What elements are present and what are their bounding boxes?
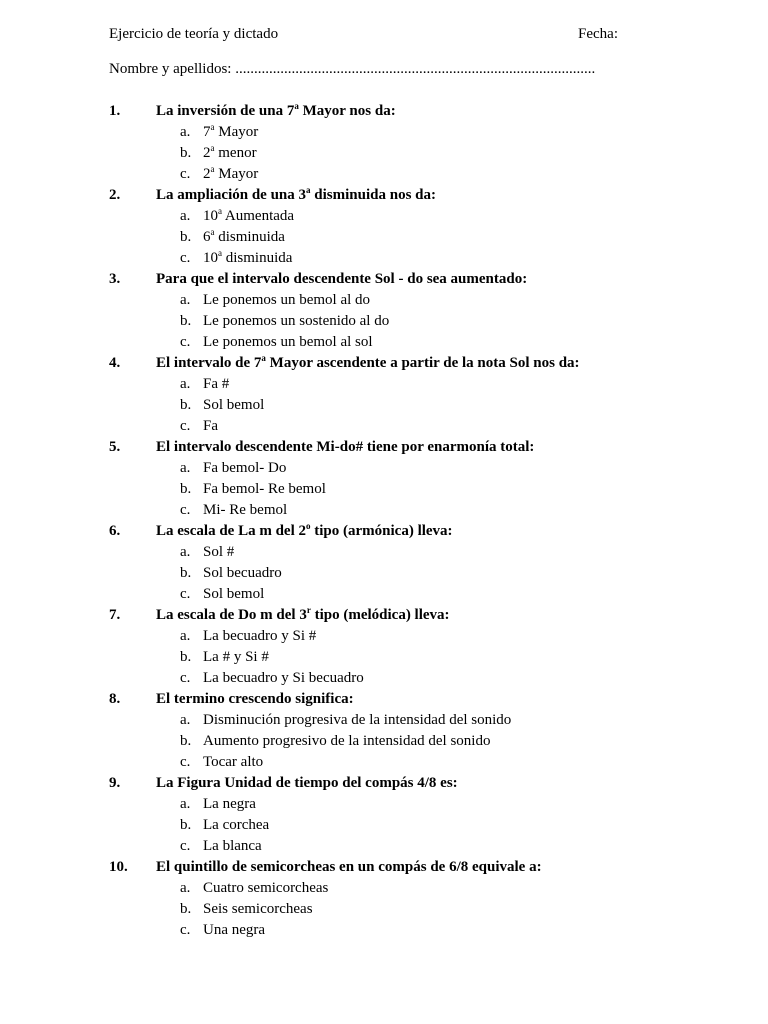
question-text-rest: tipo (melódica) lleva: [310, 607, 450, 623]
option-text [203, 836, 262, 857]
question-item [0, 521, 768, 605]
question-text [156, 773, 458, 794]
option-text [203, 752, 263, 773]
option-text [203, 626, 316, 647]
option-text-main: Seis semicorcheas [203, 901, 313, 917]
option-text [203, 878, 328, 899]
option-text-rest: menor [214, 145, 257, 161]
answer-option [0, 374, 768, 395]
option-text-main: Le ponemos un bemol al sol [203, 334, 373, 350]
answer-option [0, 311, 768, 332]
option-letter: c. [180, 502, 191, 518]
answer-option [0, 794, 768, 815]
option-letter: b. [180, 901, 192, 917]
answer-option [0, 143, 768, 164]
option-letter: c. [180, 250, 191, 266]
question-text-rest: Mayor nos da: [298, 103, 396, 119]
ordinal-superscript: a [210, 143, 215, 153]
question-heading [0, 773, 768, 794]
answer-option [0, 542, 768, 563]
question-number: 1. [109, 103, 121, 119]
option-text [203, 500, 287, 521]
option-letter: b. [180, 481, 192, 497]
question-text [156, 269, 527, 290]
question-heading [0, 437, 768, 458]
option-text-main: Cuatro semicorcheas [203, 880, 329, 896]
question-text [156, 605, 450, 626]
option-letter: c. [180, 754, 191, 770]
question-text-main: El intervalo de 7 [156, 355, 262, 371]
option-text [203, 563, 282, 584]
option-text [203, 647, 269, 668]
question-number: 6. [109, 523, 121, 539]
option-text [203, 416, 218, 437]
option-text [203, 920, 265, 941]
option-letter: c. [180, 922, 191, 938]
answer-option [0, 164, 768, 185]
answer-option [0, 122, 768, 143]
option-letter: c. [180, 334, 191, 350]
answer-option [0, 563, 768, 584]
answer-option [0, 416, 768, 437]
question-text-main: La ampliación de una 3 [156, 187, 307, 203]
question-text-rest: tipo (armónica) lleva: [310, 523, 453, 539]
question-item [0, 437, 768, 521]
option-text [203, 143, 257, 164]
answer-option [0, 458, 768, 479]
option-text [203, 290, 370, 311]
answer-option [0, 479, 768, 500]
option-letter: a. [180, 796, 191, 812]
ordinal-superscript: a [306, 185, 311, 195]
answer-option [0, 731, 768, 752]
option-text-main: 7 [203, 124, 211, 140]
question-item [0, 269, 768, 353]
option-text [203, 164, 258, 185]
question-heading [0, 101, 768, 122]
answer-option [0, 500, 768, 521]
option-text [203, 710, 511, 731]
answer-option [0, 710, 768, 731]
answer-option [0, 878, 768, 899]
option-text-main: Le ponemos un bemol al do [203, 292, 371, 308]
option-text-main: 2 [203, 166, 211, 182]
option-letter: c. [180, 166, 191, 182]
ordinal-superscript: a [218, 206, 222, 216]
option-text [203, 395, 264, 416]
option-letter: c. [180, 838, 191, 854]
option-text-main: Sol becuadro [203, 565, 282, 581]
question-text [156, 101, 396, 122]
question-text [156, 857, 542, 878]
option-text [203, 815, 269, 836]
option-letter: a. [180, 712, 191, 728]
option-text-main: Una negra [203, 922, 266, 938]
option-letter: a. [180, 292, 191, 308]
option-letter: a. [180, 208, 191, 224]
ordinal-superscript: a [218, 248, 222, 258]
question-text [156, 689, 354, 710]
ordinal-superscript: o [306, 521, 311, 531]
question-text-main: La inversión de una 7 [156, 103, 295, 119]
option-text [203, 899, 313, 920]
question-text [156, 353, 580, 374]
option-text-main: La corchea [203, 817, 270, 833]
option-text [203, 227, 285, 248]
answer-option [0, 815, 768, 836]
option-letter: a. [180, 460, 191, 476]
answer-option [0, 836, 768, 857]
option-text-main: Disminución progresiva de la intensidad del sonido [203, 712, 512, 728]
date-label: Fecha: [578, 26, 618, 42]
option-text-main: La blanca [203, 838, 262, 854]
option-letter: b. [180, 313, 192, 329]
question-number: 7. [109, 607, 121, 623]
option-letter: a. [180, 376, 191, 392]
option-text-main: 10 [203, 250, 218, 266]
option-text-main: Fa bemol- Re bemol [203, 481, 326, 497]
option-text [203, 458, 286, 479]
answer-option [0, 584, 768, 605]
question-heading [0, 185, 768, 206]
question-text-main: La escala de Do m del 3 [156, 607, 307, 623]
option-letter: c. [180, 670, 191, 686]
option-text-main: La negra [203, 796, 256, 812]
option-text-main: 10 [203, 208, 218, 224]
question-number: 9. [109, 775, 121, 791]
answer-option [0, 332, 768, 353]
question-number: 5. [109, 439, 121, 455]
question-text-main: La escala de La m del 2 [156, 523, 306, 539]
answer-option [0, 290, 768, 311]
question-number: 3. [109, 271, 121, 287]
option-text-main: Tocar alto [203, 754, 264, 770]
question-item [0, 185, 768, 269]
question-text [156, 185, 436, 206]
question-text-rest: Mayor ascendente a partir de la nota Sol nos da: [265, 355, 580, 371]
option-text-main: Mi- Re bemol [203, 502, 288, 518]
question-item [0, 101, 768, 185]
option-text-rest: Aumentada [222, 208, 295, 224]
question-item [0, 353, 768, 437]
option-text [203, 668, 364, 689]
question-list [0, 101, 768, 941]
question-number: 2. [109, 187, 121, 203]
option-text-main: 6 [203, 229, 211, 245]
option-text-main: Sol # [203, 544, 235, 560]
question-text-main: El intervalo descendente Mi-do# tiene por enarmonía total: [156, 439, 535, 455]
option-letter: a. [180, 880, 191, 896]
answer-option [0, 752, 768, 773]
ordinal-superscript: a [210, 164, 215, 174]
option-text-main: Sol bemol [203, 397, 265, 413]
option-text-rest: disminuida [214, 229, 285, 245]
question-heading [0, 857, 768, 878]
option-text-main: La becuadro y Si # [203, 628, 317, 644]
option-text-main: Fa [203, 418, 218, 434]
question-heading [0, 269, 768, 290]
option-text [203, 479, 326, 500]
question-heading [0, 521, 768, 542]
question-heading [0, 353, 768, 374]
option-text-main: Aumento progresivo de la intensidad del sonido [203, 733, 491, 749]
question-text-main: El termino crescendo significa: [156, 691, 354, 707]
ordinal-superscript: a [210, 122, 215, 132]
option-letter: a. [180, 628, 191, 644]
option-text [203, 248, 292, 269]
option-text [203, 332, 373, 353]
option-text-main: La becuadro y Si becuadro [203, 670, 364, 686]
option-letter: b. [180, 397, 192, 413]
question-item [0, 689, 768, 773]
option-text-main: La # y Si # [203, 649, 269, 665]
answer-option [0, 395, 768, 416]
option-text-rest: Mayor [214, 124, 259, 140]
option-text [203, 584, 264, 605]
question-text-main: Para que el intervalo descendente Sol - do sea aumentado: [156, 271, 528, 287]
option-text [203, 794, 256, 815]
option-text-main: Sol bemol [203, 586, 265, 602]
option-text-rest: disminuida [222, 250, 293, 266]
answer-option [0, 647, 768, 668]
question-text-rest: disminuida nos da: [310, 187, 437, 203]
option-text [203, 374, 229, 395]
answer-option [0, 626, 768, 647]
option-text [203, 542, 234, 563]
option-text [203, 206, 294, 227]
option-text-rest: Mayor [214, 166, 259, 182]
option-text [203, 731, 490, 752]
ordinal-superscript: a [261, 353, 266, 363]
answer-option [0, 248, 768, 269]
question-item [0, 857, 768, 941]
ordinal-superscript: a [294, 101, 299, 111]
question-text-main: El quintillo de semicorcheas en un compás de 6/8 equivale a: [156, 859, 542, 875]
question-text [156, 437, 534, 458]
option-letter: b. [180, 733, 192, 749]
option-letter: c. [180, 586, 191, 602]
option-letter: b. [180, 229, 192, 245]
worksheet-title: Ejercicio de teoría y dictado [109, 26, 279, 42]
option-text [203, 122, 258, 143]
option-letter: a. [180, 544, 191, 560]
option-letter: b. [180, 145, 192, 161]
question-number: 10. [109, 859, 128, 875]
option-text [203, 311, 389, 332]
option-letter: c. [180, 418, 191, 434]
question-text [156, 521, 453, 542]
option-letter: a. [180, 124, 191, 140]
option-letter: b. [180, 649, 192, 665]
answer-option [0, 899, 768, 920]
option-text-main: Fa # [203, 376, 230, 392]
answer-option [0, 920, 768, 941]
answer-option [0, 227, 768, 248]
question-text-main: La Figura Unidad de tiempo del compás 4/8 es: [156, 775, 458, 791]
option-text-main: 2 [203, 145, 211, 161]
question-heading [0, 689, 768, 710]
option-letter: b. [180, 565, 192, 581]
question-item [0, 773, 768, 857]
question-number: 8. [109, 691, 121, 707]
answer-option [0, 206, 768, 227]
question-number: 4. [109, 355, 121, 371]
option-letter: b. [180, 817, 192, 833]
answer-option [0, 668, 768, 689]
question-item [0, 605, 768, 689]
ordinal-superscript: a [210, 227, 215, 237]
ordinal-superscript: r [306, 605, 311, 615]
name-field-label: Nombre y apellidos: ................................................................................................ [109, 61, 596, 77]
option-text-main: Fa bemol- Do [203, 460, 287, 476]
question-heading [0, 605, 768, 626]
option-text-main: Le ponemos un sostenido al do [203, 313, 390, 329]
